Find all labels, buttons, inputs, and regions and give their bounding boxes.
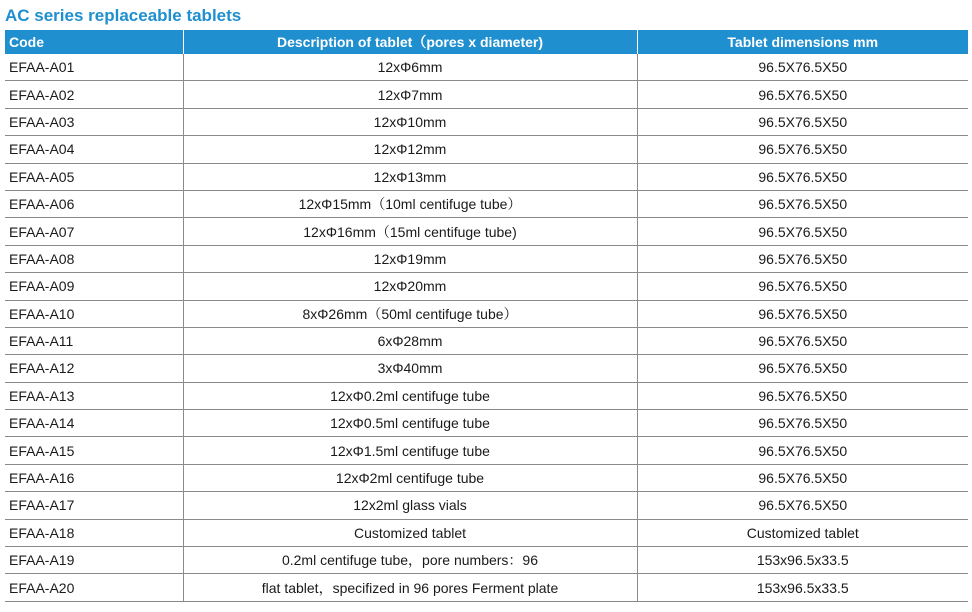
cell-code: EFAA-A06 [5, 190, 183, 217]
cell-code: EFAA-A20 [5, 574, 183, 601]
table-row [5, 410, 968, 437]
table-row [5, 492, 968, 519]
cell-code: EFAA-A04 [5, 136, 183, 163]
cell-code: EFAA-A09 [5, 273, 183, 300]
table-row [5, 245, 968, 272]
cell-description: 12xΦ0.5ml centifuge tube [183, 410, 637, 437]
cell-code: EFAA-A15 [5, 437, 183, 464]
cell-dimensions: 96.5X76.5X50 [637, 108, 968, 135]
table-row [5, 54, 968, 81]
table-row [5, 547, 968, 574]
cell-dimensions: 96.5X76.5X50 [637, 163, 968, 190]
table-row [5, 136, 968, 163]
cell-description: 12xΦ13mm [183, 163, 637, 190]
header-dimensions: Tablet dimensions mm [637, 30, 968, 54]
cell-dimensions: 153x96.5x33.5 [637, 574, 968, 601]
cell-code: EFAA-A01 [5, 54, 183, 81]
table-row [5, 355, 968, 382]
cell-description: 12xΦ19mm [183, 245, 637, 272]
table-row [5, 464, 968, 491]
cell-code: EFAA-A16 [5, 464, 183, 491]
cell-dimensions: 96.5X76.5X50 [637, 327, 968, 354]
header-row [5, 30, 968, 54]
cell-description: 12xΦ16mm（15ml centifuge tube) [183, 218, 637, 245]
cell-description: 12xΦ0.2ml centifuge tube [183, 382, 637, 409]
cell-code: EFAA-A12 [5, 355, 183, 382]
cell-dimensions: 96.5X76.5X50 [637, 437, 968, 464]
cell-description: Customized tablet [183, 519, 637, 546]
tablets-table [5, 30, 968, 602]
cell-description: 12xΦ20mm [183, 273, 637, 300]
cell-dimensions: 96.5X76.5X50 [637, 382, 968, 409]
cell-dimensions: 96.5X76.5X50 [637, 245, 968, 272]
table-header [5, 30, 968, 54]
cell-dimensions: 96.5X76.5X50 [637, 464, 968, 491]
cell-description: flat tablet，specifized in 96 pores Ferment plate [183, 574, 637, 601]
table-row [5, 108, 968, 135]
table-row [5, 190, 968, 217]
cell-code: EFAA-A03 [5, 108, 183, 135]
page-title: AC series replaceable tablets [5, 6, 242, 25]
cell-dimensions: 96.5X76.5X50 [637, 355, 968, 382]
cell-description: 12xΦ7mm [183, 81, 637, 108]
cell-code: EFAA-A11 [5, 327, 183, 354]
cell-code: EFAA-A02 [5, 81, 183, 108]
cell-code: EFAA-A10 [5, 300, 183, 327]
cell-dimensions: 153x96.5x33.5 [637, 547, 968, 574]
table-row [5, 300, 968, 327]
cell-code: EFAA-A07 [5, 218, 183, 245]
cell-code: EFAA-A19 [5, 547, 183, 574]
cell-dimensions: 96.5X76.5X50 [637, 492, 968, 519]
cell-code: EFAA-A05 [5, 163, 183, 190]
cell-dimensions: 96.5X76.5X50 [637, 300, 968, 327]
cell-description: 12xΦ6mm [183, 54, 637, 81]
cell-description: 12x2ml glass vials [183, 492, 637, 519]
cell-dimensions: 96.5X76.5X50 [637, 81, 968, 108]
table-row [5, 273, 968, 300]
cell-description: 0.2ml centifuge tube，pore numbers：96 [183, 547, 637, 574]
header-description: Description of tablet（pores x diameter) [183, 30, 637, 54]
cell-description: 12xΦ1.5ml centifuge tube [183, 437, 637, 464]
cell-dimensions: 96.5X76.5X50 [637, 410, 968, 437]
cell-description: 6xΦ28mm [183, 327, 637, 354]
cell-code: EFAA-A13 [5, 382, 183, 409]
cell-dimensions: 96.5X76.5X50 [637, 218, 968, 245]
cell-code: EFAA-A18 [5, 519, 183, 546]
table-row [5, 382, 968, 409]
cell-description: 12xΦ2ml centifuge tube [183, 464, 637, 491]
cell-dimensions: 96.5X76.5X50 [637, 190, 968, 217]
cell-code: EFAA-A14 [5, 410, 183, 437]
cell-dimensions: 96.5X76.5X50 [637, 54, 968, 81]
cell-description: 8xΦ26mm（50ml centifuge tube） [183, 300, 637, 327]
cell-dimensions: Customized tablet [637, 519, 968, 546]
cell-description: 3xΦ40mm [183, 355, 637, 382]
table-row [5, 163, 968, 190]
table-row [5, 574, 968, 601]
cell-dimensions: 96.5X76.5X50 [637, 273, 968, 300]
cell-dimensions: 96.5X76.5X50 [637, 136, 968, 163]
table-row [5, 81, 968, 108]
table-row [5, 327, 968, 354]
cell-code: EFAA-A08 [5, 245, 183, 272]
header-code: Code [5, 30, 183, 54]
cell-description: 12xΦ12mm [183, 136, 637, 163]
table-row [5, 519, 968, 546]
table-row [5, 437, 968, 464]
table-body [5, 54, 968, 601]
cell-description: 12xΦ15mm（10ml centifuge tube） [183, 190, 637, 217]
cell-code: EFAA-A17 [5, 492, 183, 519]
cell-description: 12xΦ10mm [183, 108, 637, 135]
table-row [5, 218, 968, 245]
